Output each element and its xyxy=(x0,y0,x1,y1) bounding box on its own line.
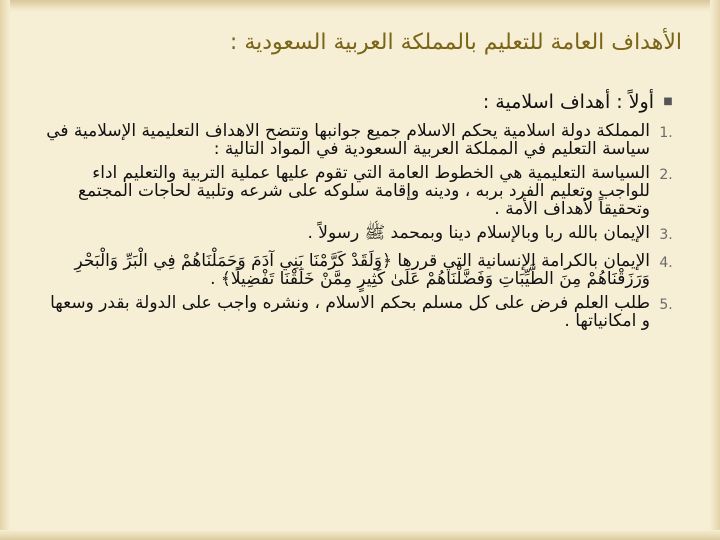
item-number: 1. xyxy=(659,125,673,141)
frame-left xyxy=(0,0,10,540)
item-number: 2. xyxy=(659,167,673,183)
square-bullet-icon: ■ xyxy=(663,96,673,107)
section-heading: أولاً : أهداف اسلامية : xyxy=(482,91,654,113)
item-text: الإيمان بالله ربا وبالإسلام دينا وبمحمد ﷺ رسولاً . xyxy=(307,223,650,243)
list-item xyxy=(46,164,682,218)
item-number: 3. xyxy=(659,227,673,243)
list-item xyxy=(46,252,682,288)
frame-bottom xyxy=(0,530,720,540)
list-item xyxy=(46,122,682,158)
item-number: 5. xyxy=(659,297,673,313)
slide-title: الأهداف العامة للتعليم بالمملكة العربية السعودية : xyxy=(229,30,682,55)
list-item xyxy=(46,294,682,330)
list-item xyxy=(46,224,682,246)
slide-content xyxy=(46,90,682,336)
item-text: السياسة التعليمية هي الخطوط العامة التي تقوم عليها عملية التربية والتعليم اداء للواجب وتعليم الفرد بربه ، ودينه وإقامة سلوكه على شرعه وتلبية لحاجات المجتمع وتحقيقاً لأهداف الأمة . xyxy=(77,163,650,219)
item-number: 4. xyxy=(659,255,673,271)
frame-top xyxy=(0,0,720,12)
frame-right xyxy=(710,0,720,540)
section-heading-row xyxy=(46,90,682,114)
item-text: طلب العلم فرض على كل مسلم بحكم الاسلام ، ونشره واجب على الدولة بقدر وسعها و امكانياتها . xyxy=(50,293,650,331)
item-text: المملكة دولة اسلامية يحكم الاسلام جميع جوانبها وتتضح الاهداف التعليمية الإسلامية في سياسة التعليم في المملكة العربية السعودية في المواد التالية : xyxy=(46,121,650,159)
item-text: الإيمان بالكرامة الإنسانية التي قررها ﴿وَلَقَدْ كَرَّمْنَا بَنِي آدَمَ وَحَمَلْنَاهُمْ فِي الْبَرِّ وَالْبَحْرِ وَرَزَقْنَاهُمْ مِنَ الطَّيِّبَاتِ وَفَضَّلْنَاهُمْ عَلَىٰ كَثِيرٍ مِمَّنْ خَلَقْنَا تَفْضِيلًا﴾ . xyxy=(74,251,650,289)
